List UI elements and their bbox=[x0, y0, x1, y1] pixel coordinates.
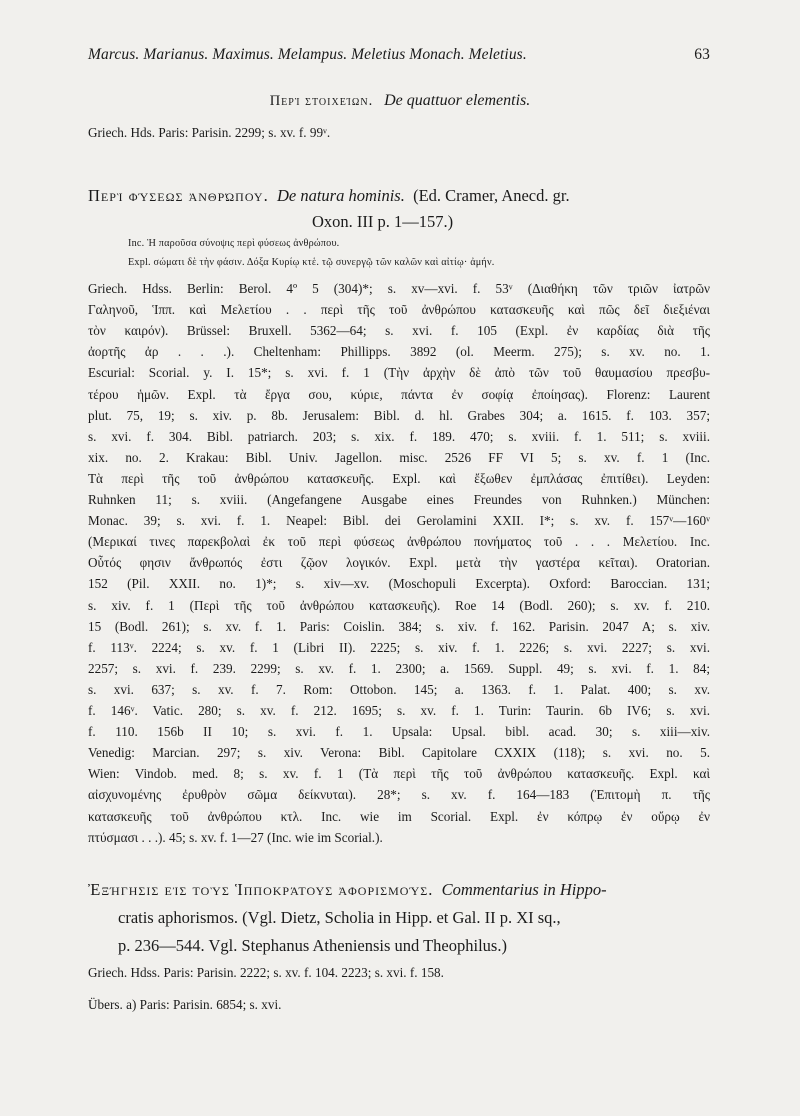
running-head bbox=[88, 46, 710, 64]
section3-title-line2: cratis aphorismos. (Vgl. Dietz, Scholia in Hipp. et Gal. II p. XI sq., bbox=[118, 908, 561, 927]
section1-latin-title: De quattuor elementis. bbox=[384, 92, 531, 109]
section2-line: Escurial: Scorial. y. I. 15*; s. xvi. f. 1 (Τὴν ἀρχὴν δὲ ἀπὸ τῶν τοῦ θαυμασίου πρεσβυ- bbox=[88, 365, 710, 381]
section2-line: Griech. Hdss. Berlin: Berol. 4º 5 (304)*; s. xv—xvi. f. 53ᵛ (Διαθήκη τῶν τριῶν ἰατρῶν bbox=[88, 281, 710, 296]
section2-line: (Μερικαί τινες παρεκβολαὶ ἐκ τοῦ περὶ φύσεως ἀνθρώπου πονήματος τοῦ . . . Μελετίου. Inc. bbox=[88, 534, 710, 550]
section2-greek-title: Περὶ φύσεως ἀνθρώπου. bbox=[88, 186, 269, 205]
page-number: 63 bbox=[694, 46, 710, 63]
section2-line: 152 (Pil. XXII. no. 1)*; s. xiv—xv. (Moschopuli Excerpta). Oxford: Baroccian. 131; bbox=[88, 576, 710, 592]
section3-title-line1 bbox=[88, 880, 607, 900]
section2-line: plut. 75, 19; s. xiv. p. 8b. Jerusalem: Bibl. d. hl. Grabes 304; a. 1615. f. 103. 357; bbox=[88, 407, 710, 423]
section2-line: 15 (Bodl. 261); s. xv. f. 1. Paris: Coislin. 384; s. xiv. f. 162. Parisin. 2047 A; s. xiv. bbox=[88, 618, 710, 634]
section2-explicit: Expl. σώματι δὲ τὴν φάσιν. Δόξα Κυρίῳ κτἑ. τῷ συνεργῷ τῶν καλῶν καὶ αἰτίῳ· ἀμήν. bbox=[128, 257, 495, 268]
section1-entry: Griech. Hds. Paris: Parisin. 2299; s. xv. f. 99ᵛ. bbox=[88, 125, 331, 140]
section3-latin-title: Commentarius in Hippo- bbox=[441, 880, 607, 899]
section3-entry: Griech. Hdss. Paris: Parisin. 2222; s. xv. f. 104. 2223; s. xvi. f. 158. bbox=[88, 965, 444, 980]
section2-line: s. xvi. f. 304. Bibl. patriarch. 203; s. xix. f. 189. 470; s. xviii. f. 1. 511; s. xviii. bbox=[88, 428, 710, 444]
section2-line: αἰσχυνομένης ἐρυθρὸν σῶμα δείκνυται). 28*; s. xv. f. 164—183 (Ἐπιτομὴ π. τῆς bbox=[88, 787, 710, 803]
section1-greek-title: Περὶ στοιχείων. bbox=[269, 93, 374, 109]
section2-line: s. xvi. 637; s. xv. f. 7. Rom: Ottobon. 145; a. 1363. f. 1. Palat. 400; s. xv. bbox=[88, 681, 710, 697]
section2-title-line1 bbox=[88, 186, 570, 206]
section2-edition-ref: (Ed. Cramer, Anecd. gr. bbox=[413, 186, 570, 205]
section2-line: Venedig: Marcian. 297; s. xiv. Verona: Bibl. Capitolare CXXIX (118); s. xvi. no. 5. bbox=[88, 745, 710, 761]
section2-line: τέρου ἡμῶν. Expl. τὰ ἔργα σου, κύριε, πάντα ἐν σοφίᾳ ἐποίησας). Florenz: Laurent bbox=[88, 386, 710, 402]
section2-title-line2: Oxon. III p. 1—157.) bbox=[312, 212, 454, 231]
section2-line: Wien: Vindob. med. 8; s. xv. f. 1 (Τὰ περὶ τῆς τοῦ ἀνθρώπου κατασκευῆς. Expl. καὶ bbox=[88, 766, 710, 782]
section2-line: xix. no. 2. Krakau: Bibl. Univ. Jagellon. misc. 2526 FF VI 5; s. xv. f. 1 (Inc. bbox=[88, 449, 710, 465]
section2-line: Monac. 39; s. xvi. f. 1. Neapel: Bibl. dei Gerolamini XXII. I*; s. xv. f. 157ᵛ—160ᵛ bbox=[88, 513, 710, 529]
section2-line: Οὗτός φησιν ἄνθρωπός ἐστι ζῷον λογικόν. Expl. μετὰ τὴν γαστέρα κεῖται). Oratorian. bbox=[88, 555, 710, 571]
section2-latin-title: De natura hominis. bbox=[276, 186, 405, 205]
section2-line: f. 113ᵛ. 2224; s. xv. f. 1 (Libri II). 2225; s. xiv. f. 1. 2226; s. xvi. 2227; s. xvi. bbox=[88, 639, 710, 655]
section2-line: ἀορτῆς ἀρ . . .). Cheltenham: Phillipps. 3892 (ol. Meerm. 275); s. xv. no. 1. bbox=[88, 344, 710, 360]
section2-line: f. 110. 156b II 10; s. xvi. f. 1. Upsala: Upsal. bibl. acad. 30; s. xiii—xiv. bbox=[88, 724, 710, 740]
section3-title-line3: p. 236—544. Vgl. Stephanus Atheniensis und Theophilus.) bbox=[118, 936, 507, 955]
section2-line: s. xiv. f. 1 (Περὶ τῆς τοῦ ἀνθρώπου κατασκευῆς). Roe 14 (Bodl. 260); s. xv. f. 210. bbox=[88, 597, 710, 613]
section2-line: f. 146ᵛ. Vatic. 280; s. xv. f. 212. 1695; s. xv. f. 1. Turin: Taurin. 6b IV6; s. xvi. bbox=[88, 703, 710, 718]
section2-incipit: Inc. Ἡ παροῦσα σύνοψις περὶ φύσεως ἀνθρώπου. bbox=[128, 238, 340, 249]
section2-line: Γαληνοῦ, Ἱππ. καὶ Μελετίου . . περὶ τῆς τοῦ ἀνθρώπου κατασκευῆς καὶ πῶς δεῖ διεξιέναι bbox=[88, 302, 710, 318]
section2-line: Ruhnken 11; s. xviii. (Angefangene Ausgabe eines Freundes von Ruhnken.) München: bbox=[88, 492, 710, 507]
section2-line: κατασκευῆς τοῦ ἀνθρώπου κτλ. Inc. wie im Scorial. Expl. ἐν κόπρῳ ἐν οὔρῳ ἐν bbox=[88, 808, 710, 824]
section3-translation: Übers. a) Paris: Parisin. 6854; s. xvi. bbox=[88, 997, 282, 1012]
section2-line: Τὰ περὶ τῆς τοῦ ἀνθρώπου κατασκευῆς. Expl. καὶ ἔξωθεν ἐμπλάσας ἐπιτίθει). Leyden: bbox=[88, 470, 710, 486]
section2-line: τὸν καιρόν). Brüssel: Bruxell. 5362—64; s. xvi. f. 105 (Expl. ἐν καρδίας διὰ τῆς bbox=[88, 323, 710, 339]
section1-title bbox=[40, 92, 760, 110]
section2-line: πτύσμασι . . .). 45; s. xv. f. 1—27 (Inc. wie im Scorial.). bbox=[88, 829, 383, 845]
section2-line: 2257; s. xvi. f. 239. 2299; s. xv. f. 1. 2300; a. 1569. Suppl. 49; s. xvi. f. 1. 84; bbox=[88, 660, 710, 676]
section3-greek-title: Ἐξήγησις εἰς τοὺς Ἱπποκράτους ἀφορισμούς. bbox=[88, 880, 434, 899]
running-head-text: Marcus. Marianus. Maximus. Melampus. Meletius Monach. Meletius. bbox=[88, 46, 527, 63]
